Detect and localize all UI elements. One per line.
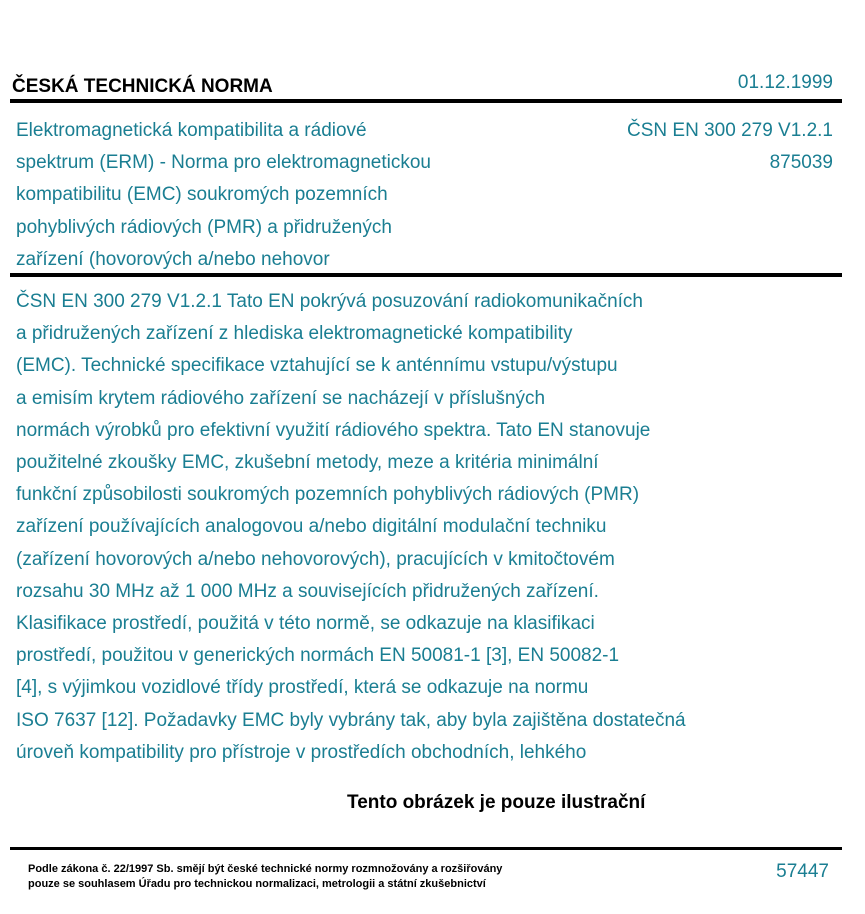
standard-title-line: pohyblivých rádiových (PMR) a přidružených bbox=[16, 216, 392, 238]
abstract-line: ČSN EN 300 279 V1.2.1 Tato EN pokrývá posuzování radiokomunikačních bbox=[16, 291, 643, 312]
copyright-notice bbox=[28, 862, 502, 892]
abstract-line: a emisím krytem rádiového zařízení se nacházejí v příslušných bbox=[16, 387, 546, 409]
standard-designation: ČSN EN 300 279 V1.2.1 bbox=[627, 120, 833, 141]
abstract-line: použitelné zkoušky EMC, zkušební metody, meze a kritéria minimální bbox=[16, 452, 599, 474]
abstract-line: úroveň kompatibility pro přístroje v prostředích obchodních, lehkého bbox=[16, 741, 587, 763]
document-type-heading: ČESKÁ TECHNICKÁ NORMA bbox=[12, 76, 273, 97]
publication-date: 01.12.1999 bbox=[737, 72, 833, 93]
standard-title bbox=[16, 115, 536, 275]
class-number: 875039 bbox=[769, 152, 833, 174]
abstract-line: normách výrobků pro efektivní využití rádiového spektra. Tato EN stanovuje bbox=[16, 419, 651, 441]
abstract-line: rozsahu 30 MHz až 1 000 MHz a souvisejících přidružených zařízení. bbox=[16, 580, 599, 602]
abstract-line: Klasifikace prostředí, použitá v této normě, se odkazuje na klasifikaci bbox=[16, 613, 595, 635]
standard-identification bbox=[627, 115, 833, 179]
abstract-text bbox=[16, 286, 846, 769]
abstract-line: ISO 7637 [12]. Požadavky EMC byly vybrány tak, aby byla zajištěna dostatečná bbox=[16, 709, 686, 731]
standard-title-line: zařízení (hovorových a/nebo nehovor bbox=[16, 248, 330, 270]
document-code: 57447 bbox=[776, 861, 829, 882]
abstract-line: (EMC). Technické specifikace vztahující se k anténnímu vstupu/výstupu bbox=[16, 355, 618, 377]
footer-divider bbox=[10, 847, 842, 850]
abstract-line: zařízení používajících analogovou a/nebo digitální modulační techniku bbox=[16, 516, 607, 538]
copyright-line: pouze se souhlasem Úřadu pro technickou normalizaci, metrologii a státní zkušebnictví bbox=[28, 878, 486, 890]
standard-title-line: Elektromagnetická kompatibilita a rádiové bbox=[16, 120, 367, 141]
abstract-line: [4], s výjimkou vozidlové třídy prostředí, která se odkazuje na normu bbox=[16, 677, 589, 699]
title-divider bbox=[10, 273, 842, 277]
copyright-line: Podle zákona č. 22/1997 Sb. smějí být české technické normy rozmnožovány a rozšiřovány bbox=[28, 863, 503, 875]
abstract-line: funkční způsobilosti soukromých pozemních pohyblivých rádiových (PMR) bbox=[16, 484, 640, 506]
abstract-line: (zařízení hovorových a/nebo nehovorových), pracujících v kmitočtovém bbox=[16, 548, 615, 570]
standard-title-line: spektrum (ERM) - Norma pro elektromagnetickou bbox=[16, 152, 431, 174]
illustration-disclaimer: Tento obrázek je pouze ilustrační bbox=[347, 792, 646, 813]
abstract-line: prostředí, použitou v generických normách EN 50081-1 [3], EN 50082-1 bbox=[16, 645, 620, 667]
standard-title-line: kompatibilitu (EMC) soukromých pozemních bbox=[16, 184, 388, 206]
abstract-line: a přidružených zařízení z hlediska elektromagnetické kompatibility bbox=[16, 323, 573, 345]
header-divider bbox=[10, 99, 842, 103]
